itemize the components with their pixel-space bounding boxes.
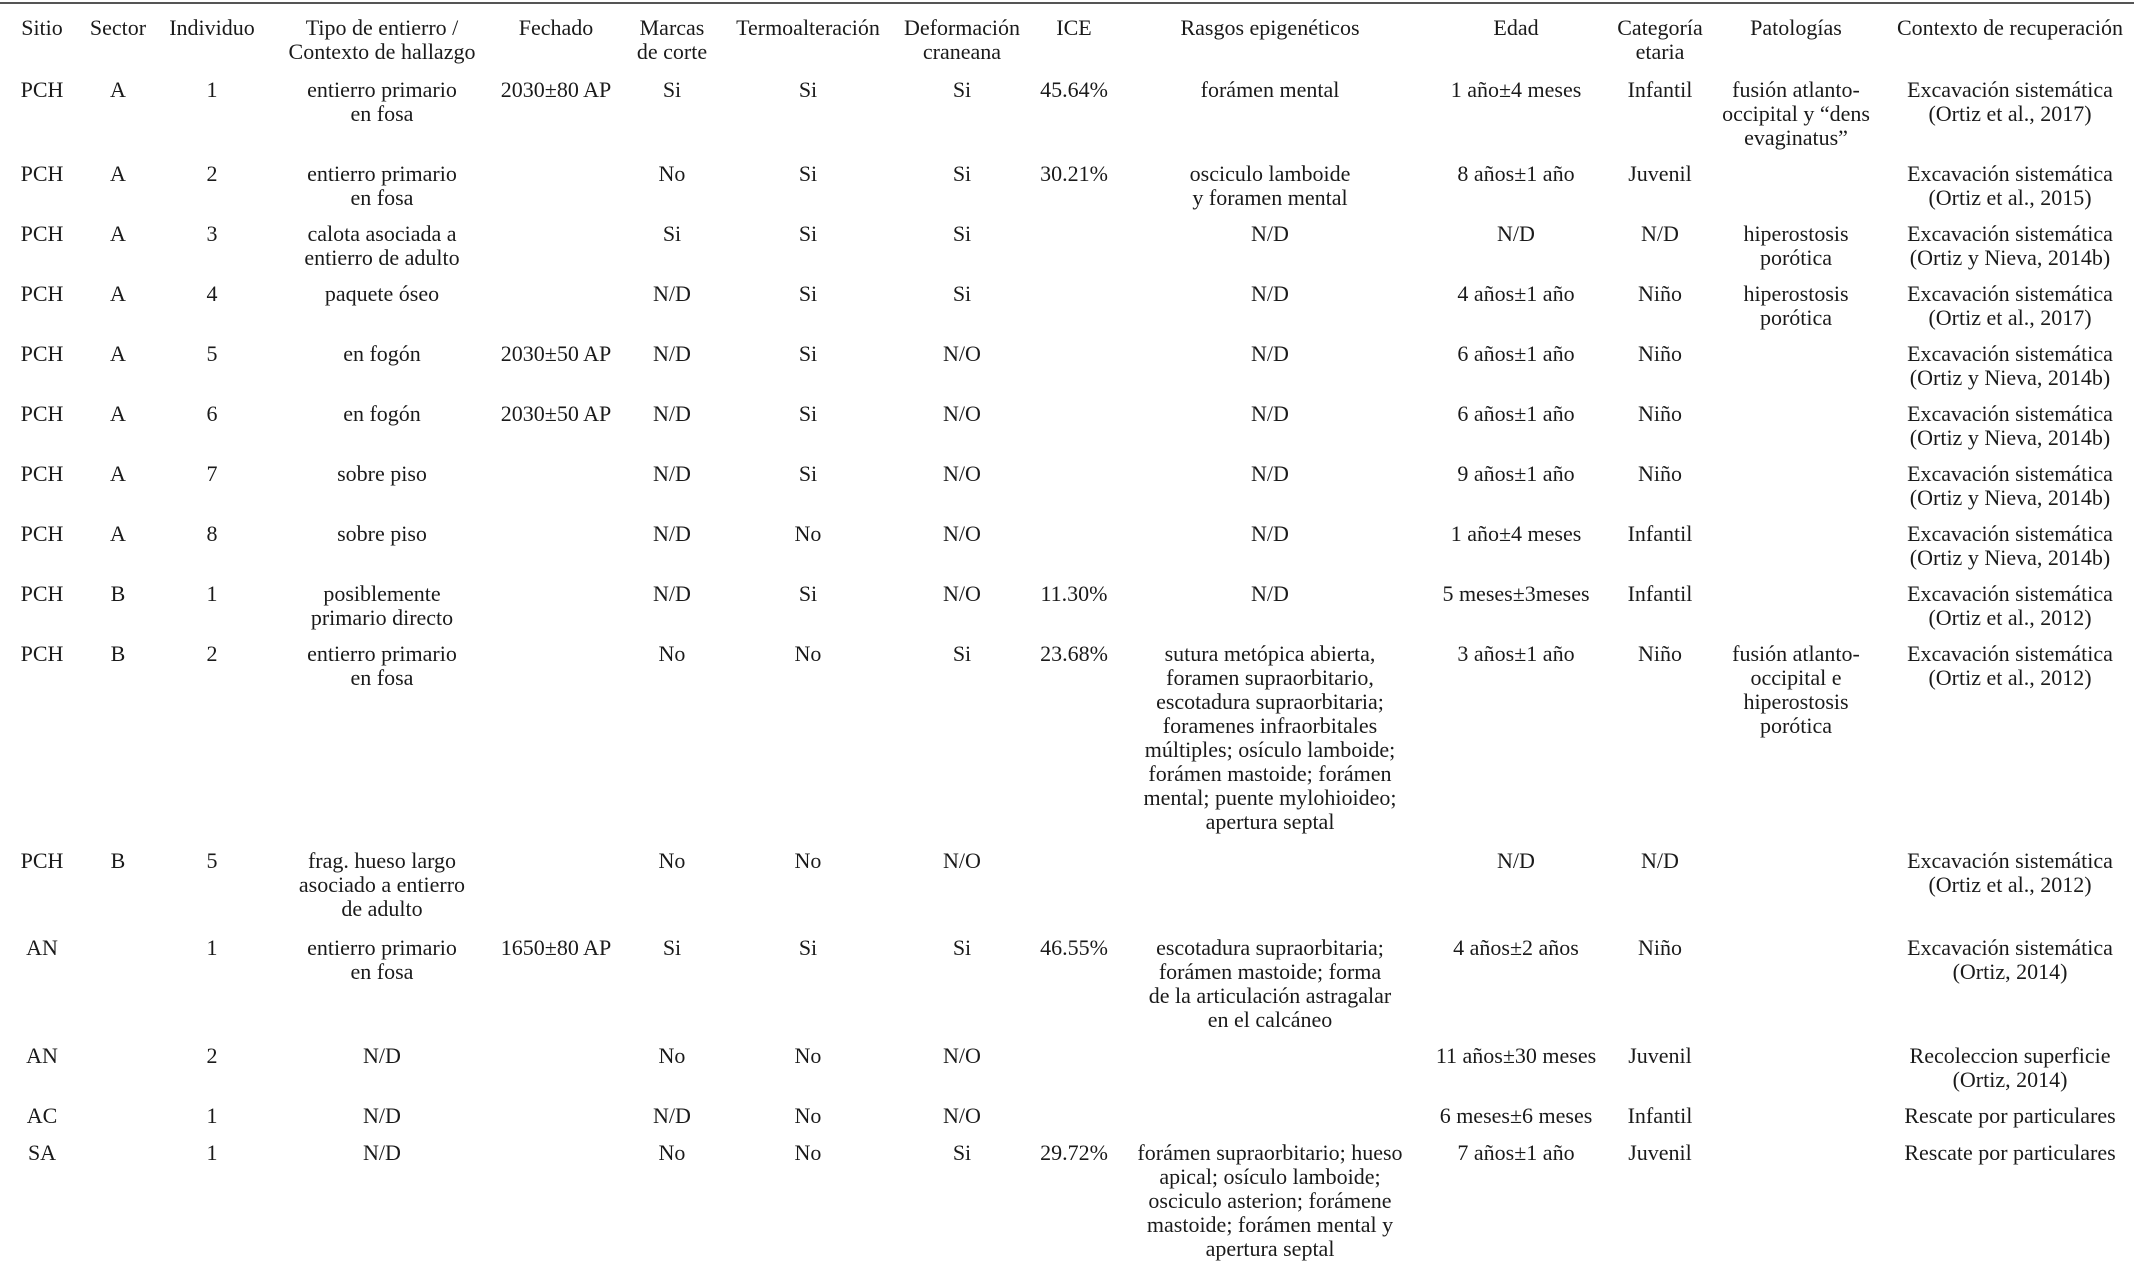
- cell-sitio: PCH: [20, 581, 64, 606]
- cell-categoria-etaria: Niño: [1638, 935, 1682, 960]
- cell-rasgos-epigeneticos: N/D: [1251, 341, 1289, 366]
- cell-edad: 8 años±1 año: [1457, 161, 1575, 186]
- cell-sitio: PCH: [20, 461, 64, 486]
- cell-deformacion-craneana: Si: [952, 281, 972, 306]
- header-deformacion-craneana: Deformación craneana: [903, 15, 1021, 64]
- cell-tipo-entierro: N/D: [363, 1103, 401, 1128]
- cell-tipo-entierro: N/D: [363, 1140, 401, 1165]
- cell-individuo: 1: [206, 1103, 218, 1128]
- cell-edad: 6 años±1 año: [1457, 401, 1575, 426]
- cell-categoria-etaria: Niño: [1638, 461, 1682, 486]
- cell-contexto-recuperacion: Excavación sistemática (Ortiz et al., 2017): [1907, 77, 2113, 126]
- cell-contexto-recuperacion: Rescate por particulares: [1904, 1103, 2116, 1128]
- header-patologias: Patologías: [1750, 15, 1842, 40]
- cell-termoalteracion: Si: [798, 401, 818, 426]
- cell-fechado: 2030±50 AP: [500, 401, 612, 426]
- cell-ice: 29.72%: [1040, 1140, 1108, 1165]
- cell-termoalteracion: Si: [798, 935, 818, 960]
- cell-edad: 6 años±1 año: [1457, 341, 1575, 366]
- header-tipo-entierro: Tipo de entierro / Contexto de hallazgo: [288, 15, 476, 64]
- cell-individuo: 1: [206, 581, 218, 606]
- cell-deformacion-craneana: Si: [952, 641, 972, 666]
- cell-termoalteracion: No: [794, 1043, 822, 1068]
- cell-deformacion-craneana: N/O: [943, 341, 981, 366]
- cell-tipo-entierro: sobre piso: [337, 461, 427, 486]
- cell-marcas-corte: No: [658, 161, 686, 186]
- header-edad: Edad: [1493, 15, 1539, 40]
- cell-fechado: 2030±50 AP: [500, 341, 612, 366]
- cell-sitio: AN: [26, 1043, 58, 1068]
- cell-edad: 11 años±30 meses: [1435, 1043, 1597, 1068]
- cell-sector: A: [110, 221, 126, 246]
- cell-sector: A: [110, 521, 126, 546]
- cell-ice: 30.21%: [1040, 161, 1108, 186]
- cell-categoria-etaria: Juvenil: [1628, 161, 1692, 186]
- cell-individuo: 1: [206, 1140, 218, 1165]
- cell-contexto-recuperacion: Excavación sistemática (Ortiz et al., 2015): [1907, 161, 2113, 210]
- cell-marcas-corte: Si: [662, 221, 682, 246]
- cell-marcas-corte: Si: [662, 77, 682, 102]
- cell-contexto-recuperacion: Excavación sistemática (Ortiz et al., 2012): [1907, 581, 2113, 630]
- top-rule: [0, 2, 2134, 4]
- cell-deformacion-craneana: Si: [952, 77, 972, 102]
- cell-edad: 1 año±4 meses: [1450, 77, 1582, 102]
- cell-sitio: PCH: [20, 77, 64, 102]
- cell-contexto-recuperacion: Excavación sistemática (Ortiz et al., 2012): [1907, 848, 2113, 897]
- header-sector: Sector: [89, 15, 147, 40]
- cell-categoria-etaria: Infantil: [1627, 77, 1693, 102]
- cell-deformacion-craneana: Si: [952, 1140, 972, 1165]
- cell-sitio: PCH: [20, 281, 64, 306]
- cell-rasgos-epigeneticos: N/D: [1251, 581, 1289, 606]
- cell-deformacion-craneana: N/O: [943, 1043, 981, 1068]
- cell-rasgos-epigeneticos: sutura metópica abierta, foramen supraorbitario, escotadura supraorbitaria; foramenes infraorbitales múltiples; osículo lamboide; forámen mastoide; forámen mental; puente mylohioideo; apertura septal: [1143, 641, 1397, 834]
- cell-categoria-etaria: N/D: [1641, 221, 1679, 246]
- cell-sitio: AC: [26, 1103, 58, 1128]
- cell-edad: 6 meses±6 meses: [1439, 1103, 1593, 1128]
- header-individuo: Individuo: [169, 15, 255, 40]
- header-contexto-recuperacion: Contexto de recuperación: [1896, 15, 2123, 40]
- cell-categoria-etaria: Niño: [1638, 401, 1682, 426]
- cell-termoalteracion: No: [794, 1103, 822, 1128]
- cell-termoalteracion: No: [794, 848, 822, 873]
- cell-categoria-etaria: Infantil: [1627, 521, 1693, 546]
- header-rasgos-epigeneticos: Rasgos epigenéticos: [1180, 15, 1360, 40]
- cell-sector: A: [110, 461, 126, 486]
- cell-rasgos-epigeneticos: osciculo lamboide y foramen mental: [1189, 161, 1351, 210]
- cell-edad: 5 meses±3meses: [1442, 581, 1590, 606]
- cell-termoalteracion: Si: [798, 221, 818, 246]
- cell-deformacion-craneana: N/O: [943, 461, 981, 486]
- cell-individuo: 1: [206, 77, 218, 102]
- cell-patologias: fusión atlanto- occipital y “dens evaginatus”: [1722, 77, 1870, 150]
- cell-sitio: PCH: [20, 401, 64, 426]
- cell-individuo: 1: [206, 935, 218, 960]
- cell-categoria-etaria: Juvenil: [1628, 1043, 1692, 1068]
- cell-sitio: PCH: [20, 161, 64, 186]
- cell-edad: N/D: [1497, 221, 1535, 246]
- cell-contexto-recuperacion: Rescate por particulares: [1904, 1140, 2116, 1165]
- cell-edad: 4 años±2 años: [1453, 935, 1579, 960]
- cell-deformacion-craneana: N/O: [943, 581, 981, 606]
- cell-individuo: 8: [206, 521, 218, 546]
- cell-marcas-corte: N/D: [653, 341, 691, 366]
- cell-categoria-etaria: Juvenil: [1628, 1140, 1692, 1165]
- cell-sitio: PCH: [20, 221, 64, 246]
- header-marcas-corte: Marcas de corte: [636, 15, 708, 64]
- cell-contexto-recuperacion: Excavación sistemática (Ortiz y Nieva, 2014b): [1907, 221, 2113, 270]
- cell-deformacion-craneana: Si: [952, 161, 972, 186]
- cell-tipo-entierro: sobre piso: [337, 521, 427, 546]
- cell-contexto-recuperacion: Excavación sistemática (Ortiz y Nieva, 2014b): [1907, 521, 2113, 570]
- header-ice: ICE: [1056, 15, 1092, 40]
- cell-sitio: SA: [27, 1140, 57, 1165]
- cell-ice: 23.68%: [1040, 641, 1108, 666]
- cell-marcas-corte: No: [658, 641, 686, 666]
- cell-marcas-corte: N/D: [653, 281, 691, 306]
- cell-individuo: 2: [206, 161, 218, 186]
- cell-sitio: PCH: [20, 341, 64, 366]
- cell-tipo-entierro: entierro primario en fosa: [307, 641, 457, 690]
- cell-sitio: PCH: [20, 848, 64, 873]
- cell-sector: B: [110, 581, 126, 606]
- cell-termoalteracion: No: [794, 521, 822, 546]
- cell-sector: B: [110, 848, 126, 873]
- cell-contexto-recuperacion: Excavación sistemática (Ortiz et al., 2012): [1907, 641, 2113, 690]
- cell-rasgos-epigeneticos: forámen supraorbitario; hueso apical; osículo lamboide; osciculo asterion; forámene mastoide; forámen mental y apertura septal: [1137, 1140, 1403, 1261]
- cell-deformacion-craneana: N/O: [943, 521, 981, 546]
- cell-contexto-recuperacion: Excavación sistemática (Ortiz y Nieva, 2014b): [1907, 341, 2113, 390]
- cell-rasgos-epigeneticos: N/D: [1251, 401, 1289, 426]
- cell-marcas-corte: N/D: [653, 401, 691, 426]
- cell-contexto-recuperacion: Excavación sistemática (Ortiz y Nieva, 2014b): [1907, 461, 2113, 510]
- cell-patologias: hiperostosis porótica: [1743, 221, 1849, 270]
- cell-marcas-corte: N/D: [653, 461, 691, 486]
- cell-marcas-corte: N/D: [653, 1103, 691, 1128]
- cell-termoalteracion: Si: [798, 581, 818, 606]
- cell-termoalteracion: Si: [798, 461, 818, 486]
- cell-sitio: PCH: [20, 641, 64, 666]
- cell-deformacion-craneana: N/O: [943, 848, 981, 873]
- cell-tipo-entierro: entierro primario en fosa: [307, 77, 457, 126]
- cell-termoalteracion: Si: [798, 281, 818, 306]
- cell-rasgos-epigeneticos: escotadura supraorbitaria; forámen mastoide; forma de la articulación astragalar en el calcáneo: [1148, 935, 1392, 1032]
- cell-rasgos-epigeneticos: N/D: [1251, 461, 1289, 486]
- cell-fechado: 2030±80 AP: [500, 77, 612, 102]
- cell-termoalteracion: No: [794, 1140, 822, 1165]
- cell-categoria-etaria: Infantil: [1627, 581, 1693, 606]
- cell-individuo: 3: [206, 221, 218, 246]
- cell-tipo-entierro: entierro primario en fosa: [307, 935, 457, 984]
- cell-ice: 45.64%: [1040, 77, 1108, 102]
- cell-tipo-entierro: frag. hueso largo asociado a entierro de adulto: [298, 848, 466, 921]
- header-sitio: Sitio: [21, 15, 63, 40]
- cell-rasgos-epigeneticos: forámen mental: [1200, 77, 1340, 102]
- cell-edad: 3 años±1 año: [1457, 641, 1575, 666]
- cell-sector: B: [110, 641, 126, 666]
- cell-termoalteracion: Si: [798, 161, 818, 186]
- cell-fechado: 1650±80 AP: [500, 935, 612, 960]
- cell-patologias: fusión atlanto- occipital e hiperostosis porótica: [1732, 641, 1860, 738]
- cell-termoalteracion: No: [794, 641, 822, 666]
- cell-termoalteracion: Si: [798, 77, 818, 102]
- cell-sector: A: [110, 281, 126, 306]
- cell-contexto-recuperacion: Excavación sistemática (Ortiz y Nieva, 2014b): [1907, 401, 2113, 450]
- cell-tipo-entierro: paquete óseo: [324, 281, 440, 306]
- cell-individuo: 2: [206, 641, 218, 666]
- cell-categoria-etaria: Niño: [1638, 341, 1682, 366]
- cell-sector: A: [110, 77, 126, 102]
- cell-individuo: 5: [206, 341, 218, 366]
- cell-rasgos-epigeneticos: N/D: [1251, 221, 1289, 246]
- cell-individuo: 7: [206, 461, 218, 486]
- header-termoalteracion: Termoalteración: [736, 15, 880, 40]
- cell-sitio: AN: [26, 935, 58, 960]
- cell-rasgos-epigeneticos: N/D: [1251, 281, 1289, 306]
- cell-sector: A: [110, 161, 126, 186]
- cell-rasgos-epigeneticos: N/D: [1251, 521, 1289, 546]
- cell-marcas-corte: No: [658, 1140, 686, 1165]
- cell-ice: 46.55%: [1040, 935, 1108, 960]
- cell-sitio: PCH: [20, 521, 64, 546]
- cell-marcas-corte: N/D: [653, 521, 691, 546]
- header-categoria-etaria: Categoría etaria: [1617, 15, 1703, 64]
- cell-marcas-corte: N/D: [653, 581, 691, 606]
- cell-individuo: 4: [206, 281, 218, 306]
- cell-tipo-entierro: en fogón: [343, 341, 421, 366]
- cell-marcas-corte: No: [658, 1043, 686, 1068]
- cell-marcas-corte: No: [658, 848, 686, 873]
- cell-contexto-recuperacion: Excavación sistemática (Ortiz et al., 2017): [1907, 281, 2113, 330]
- cell-sector: A: [110, 401, 126, 426]
- cell-contexto-recuperacion: Recoleccion superficie (Ortiz, 2014): [1909, 1043, 2111, 1092]
- cell-individuo: 6: [206, 401, 218, 426]
- cell-tipo-entierro: en fogón: [343, 401, 421, 426]
- cell-sector: A: [110, 341, 126, 366]
- cell-individuo: 5: [206, 848, 218, 873]
- cell-edad: N/D: [1497, 848, 1535, 873]
- cell-deformacion-craneana: Si: [952, 935, 972, 960]
- cell-categoria-etaria: N/D: [1641, 848, 1679, 873]
- cell-deformacion-craneana: N/O: [943, 1103, 981, 1128]
- cell-termoalteracion: Si: [798, 341, 818, 366]
- cell-categoria-etaria: Niño: [1638, 281, 1682, 306]
- cell-edad: 4 años±1 año: [1457, 281, 1575, 306]
- cell-contexto-recuperacion: Excavación sistemática (Ortiz, 2014): [1907, 935, 2113, 984]
- cell-deformacion-craneana: N/O: [943, 401, 981, 426]
- cell-tipo-entierro: calota asociada a entierro de adulto: [304, 221, 460, 270]
- cell-patologias: hiperostosis porótica: [1743, 281, 1849, 330]
- cell-deformacion-craneana: Si: [952, 221, 972, 246]
- cell-tipo-entierro: N/D: [363, 1043, 401, 1068]
- cell-ice: 11.30%: [1040, 581, 1108, 606]
- cell-edad: 1 año±4 meses: [1450, 521, 1582, 546]
- cell-categoria-etaria: Infantil: [1627, 1103, 1693, 1128]
- cell-categoria-etaria: Niño: [1638, 641, 1682, 666]
- table-header: [0, 16, 2134, 76]
- cell-individuo: 2: [206, 1043, 218, 1068]
- cell-tipo-entierro: entierro primario en fosa: [307, 161, 457, 210]
- cell-tipo-entierro: posiblemente primario directo: [310, 581, 454, 630]
- header-fechado: Fechado: [518, 15, 594, 40]
- cell-edad: 7 años±1 año: [1457, 1140, 1575, 1165]
- cell-edad: 9 años±1 año: [1457, 461, 1575, 486]
- cell-marcas-corte: Si: [662, 935, 682, 960]
